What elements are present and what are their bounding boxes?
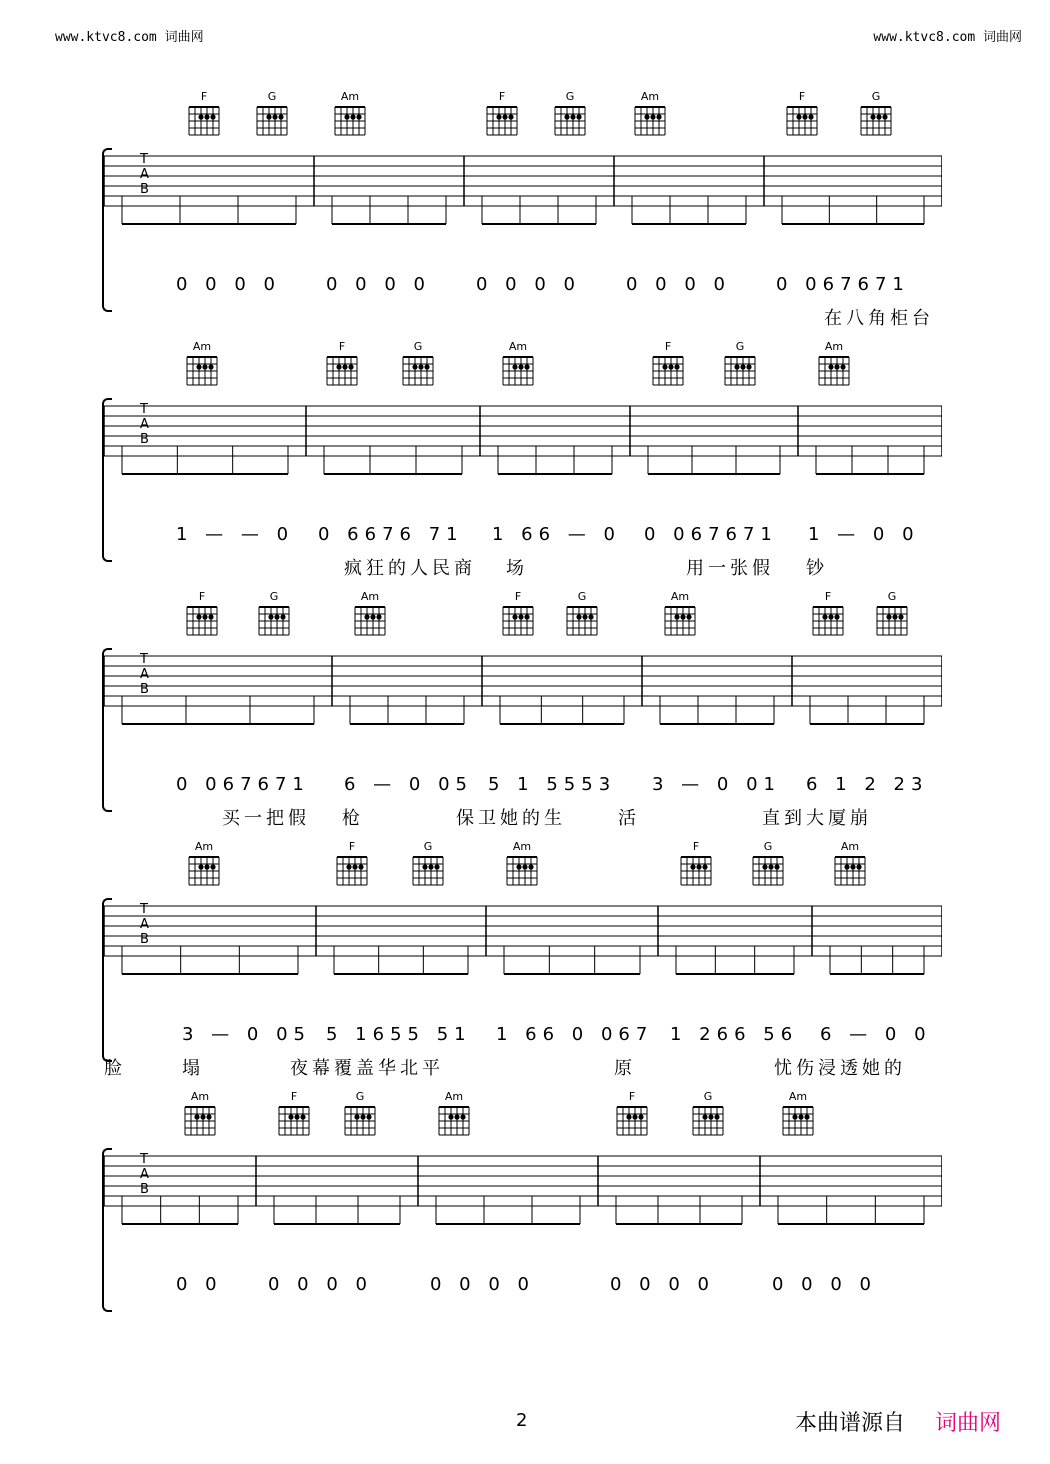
chord-grid-icon [631, 103, 669, 137]
chord-grid-icon [815, 353, 853, 387]
chord-name: Am [192, 340, 212, 353]
chord-diagram [350, 590, 390, 637]
chord-name: F [514, 590, 522, 603]
chord-name: G [269, 590, 279, 603]
chord-diagram [720, 340, 760, 387]
notation-measure: 0 0 0 0 [610, 1274, 715, 1295]
jianpu-notation [104, 1274, 942, 1300]
chord-diagram [856, 90, 896, 137]
chord-name: F [628, 1090, 636, 1103]
chord-name: F [798, 90, 806, 103]
chord-grid-icon [253, 103, 291, 137]
notation-measure: 6 — 0 0 [820, 1024, 932, 1045]
jianpu-notation [104, 774, 942, 800]
lyric-text: 活 [618, 808, 640, 829]
chord-row [104, 1090, 942, 1148]
tab-staff-lines [104, 1148, 942, 1258]
notation-measure: 3 — 0 05 [182, 1024, 311, 1045]
tab-staff-lines [104, 398, 942, 508]
chord-row [104, 590, 942, 648]
chord-name: Am [670, 590, 690, 603]
chord-diagram [184, 90, 224, 137]
lyric-text: 脸 [104, 1058, 126, 1079]
chord-name: G [577, 590, 587, 603]
chord-diagram [778, 1090, 818, 1137]
chord-diagram [498, 340, 538, 387]
chord-name: G [423, 840, 433, 853]
chord-diagram [398, 340, 438, 387]
chord-name: G [871, 90, 881, 103]
chord-name: G [267, 90, 277, 103]
chord-diagram [748, 840, 788, 887]
chord-name: F [348, 840, 356, 853]
notation-measure: 5 1 5553 [488, 774, 617, 795]
chord-grid-icon [499, 353, 537, 387]
chord-name: F [290, 1090, 298, 1103]
chord-grid-icon [331, 103, 369, 137]
chord-diagram [330, 90, 370, 137]
chord-grid-icon [255, 603, 293, 637]
chord-name: G [413, 340, 423, 353]
chord-name: G [763, 840, 773, 853]
chord-row [104, 90, 942, 148]
chord-grid-icon [409, 853, 447, 887]
chord-grid-icon [185, 853, 223, 887]
chord-name: Am [190, 1090, 210, 1103]
chord-diagram [612, 1090, 652, 1137]
chord-diagram [322, 340, 362, 387]
notation-measure: 1 266 56 [670, 1024, 799, 1045]
tab-staff-lines [104, 898, 942, 1008]
page-number: 2 [516, 1410, 528, 1431]
notation-measure: 0 0 0 0 [268, 1274, 373, 1295]
notation-measure: 0 0 0 0 [476, 274, 581, 295]
chord-diagram [814, 340, 854, 387]
chord-diagram [782, 90, 822, 137]
tab-staff [104, 648, 942, 758]
chord-diagram [660, 590, 700, 637]
chord-name: Am [512, 840, 532, 853]
chord-grid-icon [721, 353, 759, 387]
chord-diagram [340, 1090, 380, 1137]
jianpu-notation [104, 524, 942, 550]
chord-grid-icon [831, 853, 869, 887]
notation-measure: 3 — 0 01 [652, 774, 781, 795]
tab-label: TAB [140, 652, 149, 697]
chord-diagram [872, 590, 912, 637]
chord-grid-icon [183, 353, 221, 387]
chord-diagram [182, 590, 222, 637]
chord-grid-icon [809, 603, 847, 637]
chord-grid-icon [341, 1103, 379, 1137]
chord-diagram [498, 590, 538, 637]
tab-staff-lines [104, 148, 942, 258]
chord-diagram [332, 840, 372, 887]
chord-diagram [502, 840, 542, 887]
chord-grid-icon [323, 353, 361, 387]
jianpu-notation [104, 274, 942, 300]
chord-name: G [355, 1090, 365, 1103]
chord-diagram [180, 1090, 220, 1137]
chord-diagram [252, 90, 292, 137]
chord-grid-icon [181, 1103, 219, 1137]
footer-source-text: 本曲谱源自 [795, 1411, 906, 1436]
chord-name: Am [194, 840, 214, 853]
notation-measure: 0 0 0 0 [176, 274, 281, 295]
chord-grid-icon [435, 1103, 473, 1137]
chord-grid-icon [749, 853, 787, 887]
chord-name: F [198, 590, 206, 603]
lyric-text: 忧伤浸透她的 [774, 1058, 906, 1079]
notation-measure: 1 66 — 0 [492, 524, 621, 545]
chord-grid-icon [551, 103, 589, 137]
chord-name: F [664, 340, 672, 353]
chord-grid-icon [873, 603, 911, 637]
chord-name: F [498, 90, 506, 103]
notation-measure: 1 — — 0 [176, 524, 295, 545]
chord-grid-icon [185, 103, 223, 137]
chord-diagram [688, 1090, 728, 1137]
chord-name: Am [640, 90, 660, 103]
chord-grid-icon [779, 1103, 817, 1137]
chord-name: Am [444, 1090, 464, 1103]
chord-name: F [692, 840, 700, 853]
notation-measure: 0 6676 71 [318, 524, 464, 545]
notation-measure: 5 1655 51 [326, 1024, 472, 1045]
tab-label: TAB [140, 402, 149, 447]
chord-diagram [408, 840, 448, 887]
chord-name: G [565, 90, 575, 103]
chord-diagram [254, 590, 294, 637]
tab-label: TAB [140, 1152, 149, 1197]
chord-name: G [887, 590, 897, 603]
chord-name: Am [340, 90, 360, 103]
tab-staff [104, 398, 942, 508]
lyric-text: 保卫她的生 [456, 808, 566, 829]
notation-measure: 0 0 0 0 [772, 1274, 877, 1295]
header-site-right: www.ktvc8.com 词曲网 [873, 30, 1022, 45]
lyric-text: 塌 [182, 1058, 204, 1079]
chord-name: Am [360, 590, 380, 603]
notation-measure: 6 1 2 23 [806, 774, 929, 795]
chord-name: Am [840, 840, 860, 853]
chord-grid-icon [351, 603, 389, 637]
chord-diagram [830, 840, 870, 887]
tab-staff [104, 898, 942, 1008]
notation-measure: 0 0 0 0 [326, 274, 431, 295]
lyric-text: 钞 [806, 558, 828, 579]
chord-name: Am [824, 340, 844, 353]
notation-measure: 0 067671 [176, 774, 310, 795]
chord-name: F [200, 90, 208, 103]
chord-diagram [562, 590, 602, 637]
chord-name: Am [788, 1090, 808, 1103]
score-system [104, 90, 942, 329]
chord-grid-icon [275, 1103, 313, 1137]
footer-brand: 词曲网 [935, 1411, 1002, 1436]
lyric-text: 枪 [342, 808, 364, 829]
chord-grid-icon [333, 853, 371, 887]
chord-name: F [824, 590, 832, 603]
notation-measure: 1 — 0 0 [808, 524, 920, 545]
notation-measure: 6 — 0 05 [344, 774, 473, 795]
lyric-text: 直到大厦崩 [762, 808, 872, 829]
tab-label: TAB [140, 152, 149, 197]
chord-diagram [434, 1090, 474, 1137]
chord-grid-icon [689, 1103, 727, 1137]
chord-grid-icon [613, 1103, 651, 1137]
score-system [104, 590, 942, 829]
chord-diagram [648, 340, 688, 387]
chord-diagram [182, 340, 222, 387]
chord-name: Am [508, 340, 528, 353]
tab-staff [104, 1148, 942, 1258]
lyric-text: 在八角柜台 [824, 308, 934, 329]
chord-grid-icon [857, 103, 895, 137]
chord-grid-icon [499, 603, 537, 637]
lyric-text: 疯狂的人民商 [344, 558, 476, 579]
chord-diagram [184, 840, 224, 887]
lyric-text: 用一张假 [686, 558, 774, 579]
score-system [104, 840, 942, 1079]
chord-grid-icon [783, 103, 821, 137]
notation-measure: 0 0 0 0 [430, 1274, 535, 1295]
chord-row [104, 840, 942, 898]
notation-measure: 0 0 [176, 1274, 223, 1295]
chord-row [104, 340, 942, 398]
notation-measure: 0 067671 [644, 524, 778, 545]
score-system [104, 340, 942, 579]
chord-diagram [630, 90, 670, 137]
chord-grid-icon [183, 603, 221, 637]
chord-grid-icon [563, 603, 601, 637]
jianpu-notation [104, 1024, 942, 1050]
chord-grid-icon [483, 103, 521, 137]
chord-diagram [808, 590, 848, 637]
chord-grid-icon [649, 353, 687, 387]
chord-diagram [482, 90, 522, 137]
tab-label: TAB [140, 902, 149, 947]
chord-name: F [338, 340, 346, 353]
score-system [104, 1090, 942, 1320]
lyric-text: 夜幕覆盖华北平 [290, 1058, 444, 1079]
chord-grid-icon [677, 853, 715, 887]
chord-diagram [550, 90, 590, 137]
lyric-text: 原 [614, 1058, 636, 1079]
chord-diagram [274, 1090, 314, 1137]
header-site-left: www.ktvc8.com 词曲网 [55, 30, 204, 45]
chord-name: G [703, 1090, 713, 1103]
chord-grid-icon [399, 353, 437, 387]
chord-grid-icon [661, 603, 699, 637]
tab-staff [104, 148, 942, 258]
notation-measure: 0 067671 [776, 274, 910, 295]
chord-name: G [735, 340, 745, 353]
notation-measure: 1 66 0 067 [496, 1024, 654, 1045]
lyric-text: 场 [506, 558, 528, 579]
lyric-text: 买一把假 [222, 808, 310, 829]
chord-grid-icon [503, 853, 541, 887]
tab-staff-lines [104, 648, 942, 758]
chord-diagram [676, 840, 716, 887]
notation-measure: 0 0 0 0 [626, 274, 731, 295]
